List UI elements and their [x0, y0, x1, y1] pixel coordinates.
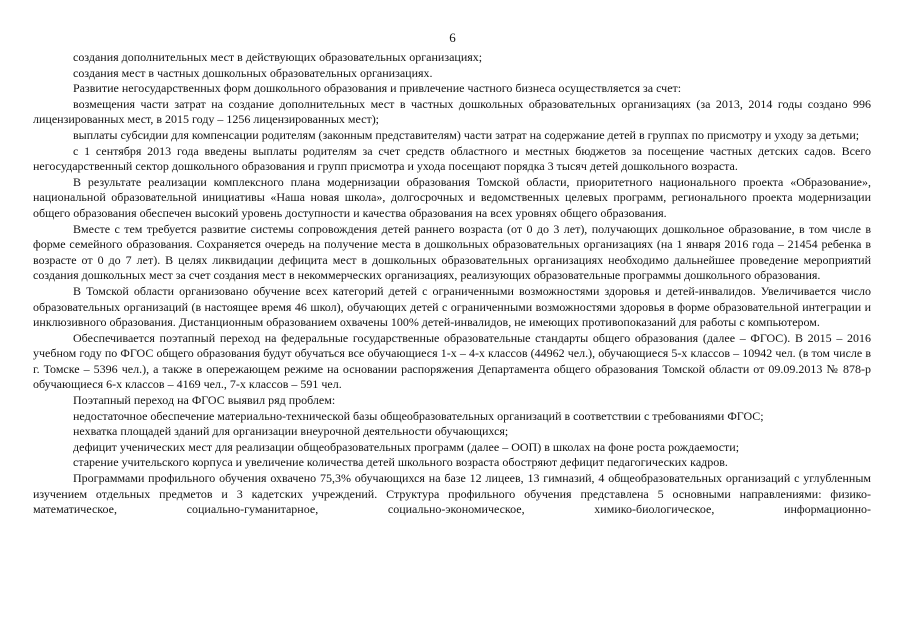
- paragraph: Обеспечивается поэтапный переход на федеральные государственные образовательные стандарты общего образования (далее – ФГОС). В 2015 – 2016 учебном году по ФГОС общего образования будут обучаться все обучающиеся 1-х – 4-х классов (44962 чел.), обучающиеся 5-х классов – 10942 чел. (в том числе в г. Томске – 5396 чел.), а также в опережающем режиме на основании распоряжения Департамента общего образования Томской области от 09.09.2013 № 878-р обучающиеся 6-х классов – 4169 чел., 7-х классов – 591 чел.: [33, 330, 871, 392]
- paragraph: Поэтапный переход на ФГОС выявил ряд проблем:: [73, 393, 336, 408]
- paragraph: В результате реализации комплексного плана модернизации образования Томской области, приоритетного национального проекта «Образование», национальной образовательной инициативы «Наша новая школа», долгосрочных и ведомственных целевых программ, регионального проекта модернизации общего образования обеспечен высокий уровень доступности и качества образования на всех уровнях общего образования.: [33, 174, 871, 220]
- paragraph: Программами профильного обучения охвачено 75,3% обучающихся на базе 12 лицеев, 13 гимназий, 4 общеобразовательных организаций с углубленным изучением отдельных предметов и 3 кадетских учреждений. Структура профильного обучения представлена 5 основными направлениями: физико-математическое, социально-гуманитарное, социально-экономическое, химико-биологическое, информационно-: [33, 471, 871, 517]
- paragraph: создания мест в частных дошкольных образовательных организациях.: [73, 65, 433, 80]
- paragraph: с 1 сентября 2013 года введены выплаты родителям за счет средств областного и местных бюджетов за посещение частных детских садов. Всего негосударственный сектор дошкольного образования и групп присмотра и ухода посещают порядка 3 тысяч детей дошкольного возраста.: [33, 143, 871, 174]
- paragraph: Вместе с тем требуется развитие системы сопровождения детей раннего возраста (от 0 до 3 лет), получающих дошкольное образование, в том числе в форме семейного образования. Сохраняется очередь на получение места в дошкольных образовательных организациях (на 1 января 2016 года – 21454 ребенка в возрасте от 0 до 7 лет). В целях ликвидации дефицита мест в дошкольных образовательных организациях необходимо дальнейшее проведение мероприятий создания дошкольных мест за счет создания мест в некоммерческих организациях, реализующих образовательные программы дошкольного образования.: [33, 221, 871, 283]
- paragraph: создания дополнительных мест в действующих образовательных организациях;: [73, 50, 483, 64]
- list-item: нехватка площадей зданий для организации внеурочной деятельности обучающихся;: [73, 424, 509, 439]
- paragraph: Развитие негосударственных форм дошкольного образования и привлечение частного бизнеса осуществляется за счет:: [73, 81, 682, 96]
- document-body: [33, 50, 871, 518]
- paragraph: В Томской области организовано обучение всех категорий детей с ограниченными возможностями здоровья и детей-инвалидов. Увеличивается число образовательных организаций (в настоящее время 46 школ), обучающих детей с ограниченными возможностями здоровья в форме образовательной интеграции и инклюзивного образования. Дистанционным образованием охвачены 100% детей-инвалидов, не имеющих противопоказаний для работы с компьютером.: [33, 283, 871, 330]
- paragraph: выплаты субсидии для компенсации родителям (законным представителям) части затрат на содержание детей в группах по присмотру и уходу за детьми;: [73, 127, 860, 142]
- page-number: 6: [449, 30, 456, 45]
- list-item: дефицит ученических мест для реализации общеобразовательных программ (далее – ООП) в школах на фоне роста рождаемости;: [73, 439, 740, 454]
- list-item: недостаточное обеспечение материально-технической базы общеобразовательных организаций в соответствии с требованиями ФГОС;: [73, 408, 764, 423]
- list-item: старение учительского корпуса и увеличение количества детей школьного возраста обостряют дефицит педагогических кадров.: [73, 455, 728, 470]
- paragraph: возмещения части затрат на создание дополнительных мест в частных дошкольных образовательных организациях (за 2013, 2014 годы создано 996 лицензированных мест, в 2015 году – 1256 лицензированных мест);: [33, 96, 871, 127]
